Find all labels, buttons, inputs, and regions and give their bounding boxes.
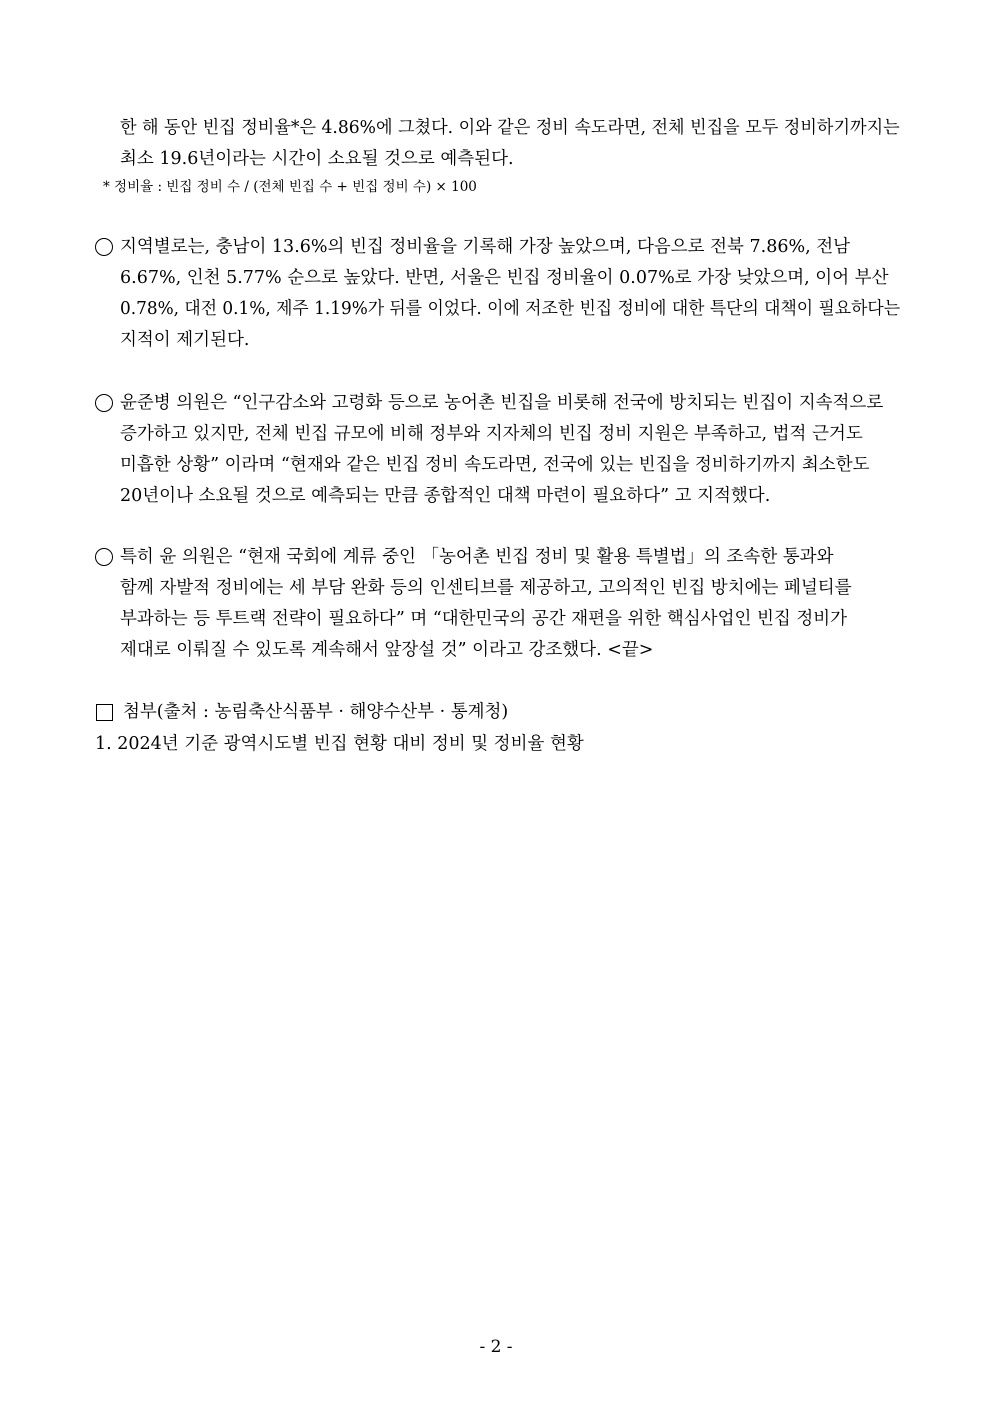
intro-line-1: 한 해 동안 빈집 정비율*은 4.86%에 그쳤다. 이와 같은 정비 속도라면, 전체 빈집을 모두 정비하기까지는: [120, 118, 900, 138]
footnote: * 정비율 : 빈집 정비 수 / (전체 빈집 수 + 빈집 정비 수) × 100: [103, 179, 477, 195]
paragraph-3-line-1: 특히 윤 의원은 “현재 국회에 계류 중인 「농어촌 빈집 정비 및 활용 특별법」의 조속한 통과와: [120, 547, 834, 567]
paragraph-1-line-2: 6.67%, 인천 5.77% 순으로 높았다. 반면, 서울은 빈집 정비율이 0.07%로 가장 낮았으며, 이어 부산: [120, 268, 889, 288]
paragraph-1-line-4: 지적이 제기된다.: [120, 330, 250, 350]
paragraph-1-line-1: 지역별로는, 충남이 13.6%의 빈집 정비율을 기록해 가장 높았으며, 다음으로 전북 7.86%, 전남: [120, 237, 851, 257]
circle-bullet-icon: [95, 238, 113, 256]
paragraph-3-line-4: 제대로 이뤄질 수 있도록 계속해서 앞장설 것” 이라고 강조했다. <끝>: [120, 640, 654, 660]
paragraph-3-line-3: 부과하는 등 투트랙 전략이 필요하다” 며 “대한민국의 공간 재편을 위한 핵심사업인 빈집 정비가: [120, 609, 848, 629]
paragraph-1-line-3: 0.78%, 대전 0.1%, 제주 1.19%가 뒤를 이었다. 이에 저조한 빈집 정비에 대한 특단의 대책이 필요하다는: [120, 299, 901, 319]
attachment-heading: 첨부(출처 : 농림축산식품부 · 해양수산부 · 통계청): [123, 702, 509, 722]
intro-line-2: 최소 19.6년이라는 시간이 소요될 것으로 예측된다.: [120, 149, 514, 169]
square-bullet-icon: [96, 704, 113, 721]
paragraph-2-line-3: 미흡한 상황” 이라며 “현재와 같은 빈집 정비 속도라면, 전국에 있는 빈집을 정비하기까지 최소한도: [120, 455, 870, 475]
paragraph-2-line-1: 윤준병 의원은 “인구감소와 고령화 등으로 농어촌 빈집을 비롯해 전국에 방치되는 빈집이 지속적으로: [120, 393, 884, 413]
paragraph-2-line-4: 20년이나 소요될 것으로 예측되는 만큼 종합적인 대책 마련이 필요하다” 고 지적했다.: [120, 486, 771, 506]
circle-bullet-icon: [95, 394, 113, 412]
circle-bullet-icon: [95, 548, 113, 566]
attachment-item-1: 1. 2024년 기준 광역시도별 빈집 현황 대비 정비 및 정비율 현황: [95, 734, 584, 754]
paragraph-3-line-2: 함께 자발적 정비에는 세 부담 완화 등의 인센티브를 제공하고, 고의적인 빈집 방치에는 페널티를: [120, 578, 852, 598]
paragraph-2-line-2: 증가하고 있지만, 전체 빈집 규모에 비해 정부와 지자체의 빈집 정비 지원은 부족하고, 법적 근거도: [120, 424, 863, 444]
page-number: - 2 -: [479, 1337, 513, 1357]
